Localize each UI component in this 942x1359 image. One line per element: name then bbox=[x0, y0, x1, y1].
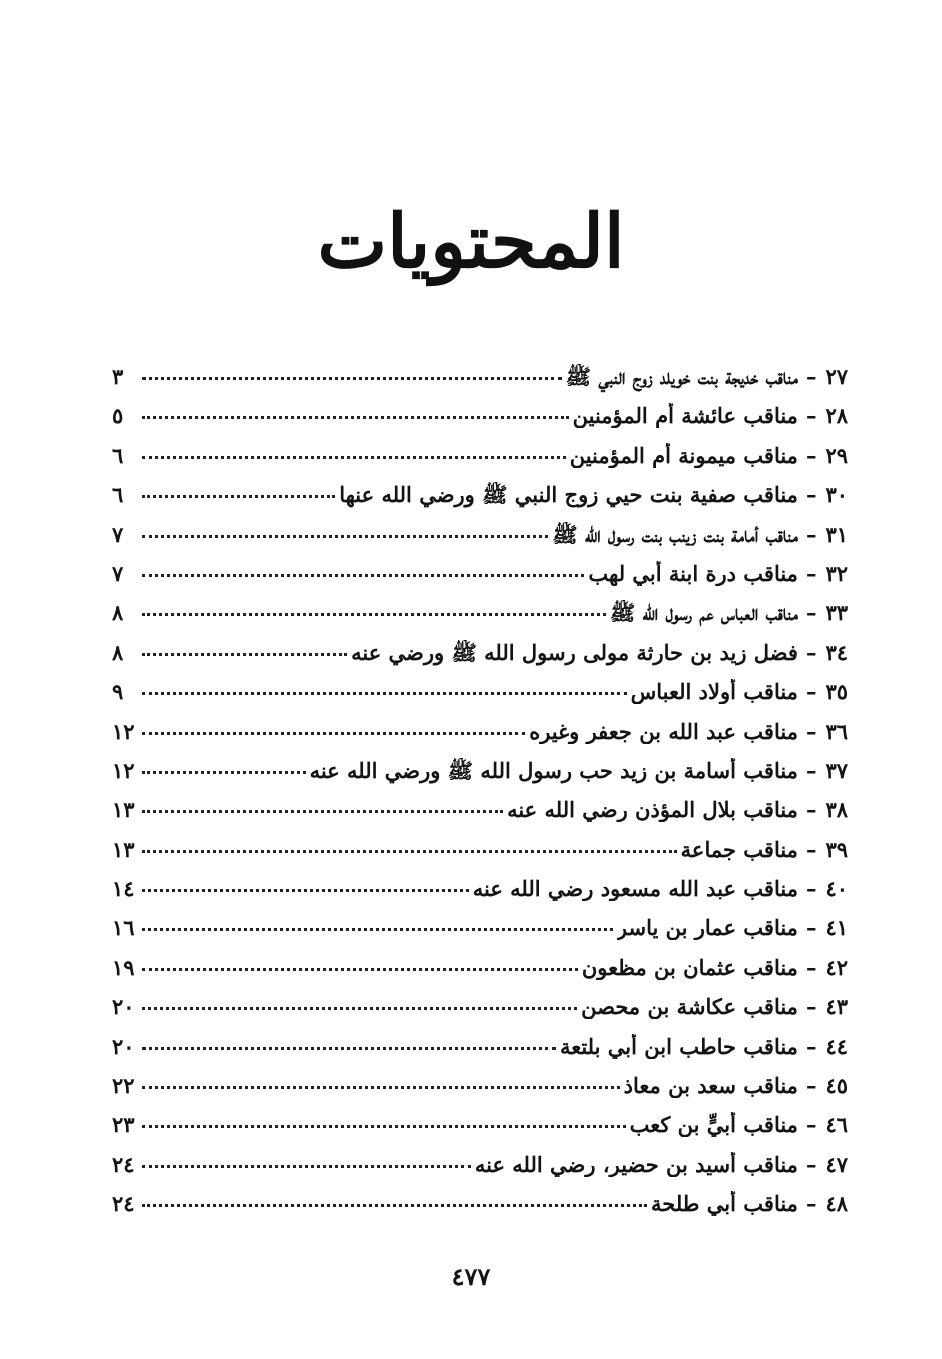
dot-leader bbox=[142, 849, 677, 853]
toc-entry-title: مناقب أمامة بنت زينب بنت رسول الله ﷺ bbox=[552, 521, 798, 547]
toc-entry bbox=[112, 1112, 848, 1151]
dot-leader bbox=[142, 1203, 647, 1207]
toc-entry-number: ٤٣ bbox=[825, 994, 848, 1020]
toc-entry-number: ٢٧ bbox=[825, 364, 848, 389]
toc-entry-title: مناقب عبد الله بن جعفر وغيره bbox=[529, 718, 798, 744]
toc-entry-number: ٤٨ bbox=[825, 1191, 848, 1217]
toc-entry-page: ١٣ bbox=[112, 797, 135, 823]
toc-entry-dash: – bbox=[805, 1151, 817, 1177]
toc-entry-title: مناقب صفية بنت حيي زوج النبي ﷺ ورضي الله عنها bbox=[339, 482, 798, 508]
dot-leader bbox=[142, 652, 347, 656]
toc-entry bbox=[112, 443, 848, 482]
dot-leader bbox=[142, 376, 562, 380]
dot-leader bbox=[142, 1085, 620, 1089]
toc-entry-page: ٧ bbox=[112, 521, 124, 547]
dot-leader bbox=[142, 888, 469, 892]
toc-entry-number: ٤٠ bbox=[825, 876, 848, 902]
toc-entry-dash: – bbox=[805, 797, 817, 823]
toc-entry bbox=[112, 876, 848, 915]
toc-entry bbox=[112, 1191, 848, 1230]
dot-leader bbox=[142, 770, 306, 774]
dot-leader bbox=[142, 534, 548, 538]
toc-entry-title: مناقب عمار بن ياسر bbox=[616, 915, 798, 941]
toc-entry-dash: – bbox=[805, 482, 817, 508]
dot-leader bbox=[142, 1124, 626, 1128]
toc-entry-title: مناقب أولاد العباس bbox=[630, 679, 798, 705]
toc-entry bbox=[112, 640, 848, 679]
toc-entry-title: مناقب سعد بن معاذ bbox=[623, 1073, 798, 1099]
toc-entry-page: ١٦ bbox=[112, 915, 135, 941]
toc-entry-page: ٢٢ bbox=[112, 1073, 135, 1099]
toc-entry-number: ٣٣ bbox=[825, 600, 848, 626]
toc-entry-title: مناقب العباس عم رسول الله ﷺ bbox=[609, 600, 798, 626]
toc-entry-dash: – bbox=[805, 521, 817, 547]
toc-entry-title: مناقب عبد الله مسعود رضي الله عنه bbox=[472, 876, 798, 902]
toc-entry-dash: – bbox=[805, 954, 817, 980]
dot-leader bbox=[142, 573, 584, 577]
dot-leader bbox=[142, 731, 525, 735]
toc-entry-page: ٩ bbox=[112, 679, 124, 705]
toc-entry-dash: – bbox=[805, 836, 817, 862]
toc-entry-title: مناقب ميمونة أم المؤمنين bbox=[569, 442, 798, 468]
toc-entry-page: ٨ bbox=[112, 639, 124, 665]
toc-entry-number: ٢٨ bbox=[825, 403, 848, 429]
toc-entry-number: ٤٤ bbox=[825, 1033, 848, 1059]
toc-entry bbox=[112, 600, 848, 639]
toc-entry-page: ١٤ bbox=[112, 876, 135, 902]
toc-entry-number: ٣٦ bbox=[825, 718, 848, 744]
toc-entry-number: ٤٧ bbox=[825, 1151, 848, 1177]
toc-entry-title: مناقب درة ابنة أبي لهب bbox=[588, 560, 798, 586]
toc-entry-page: ٢٤ bbox=[112, 1191, 135, 1217]
toc-entry-number: ٢٩ bbox=[825, 442, 848, 468]
toc-entry bbox=[112, 955, 848, 994]
toc-entry-title: مناقب أسامة بن زيد حب رسول الله ﷺ ورضي الله عنه bbox=[309, 757, 798, 783]
toc-entry-number: ٤٢ bbox=[825, 954, 848, 980]
dot-leader bbox=[142, 967, 578, 971]
toc-entry-title: مناقب أبي طلحة bbox=[651, 1191, 798, 1217]
toc-entry-page: ٢٤ bbox=[112, 1151, 135, 1177]
dot-leader bbox=[142, 1046, 556, 1050]
toc-entry-title: مناقب جماعة bbox=[680, 836, 798, 862]
toc-entry-title: مناقب عكاشة بن محصن bbox=[581, 994, 798, 1020]
toc-entry-dash: – bbox=[805, 560, 817, 586]
toc-entry-title: مناقب حاطب ابن أبي بلتعة bbox=[559, 1033, 798, 1059]
toc-entry-dash: – bbox=[805, 1112, 817, 1138]
toc-entry-number: ٤٥ bbox=[825, 1073, 848, 1099]
toc-entry-page: ٦ bbox=[112, 442, 124, 468]
toc-entry bbox=[112, 403, 848, 442]
toc-entry-dash: – bbox=[805, 994, 817, 1020]
page-number: ٤٧٧ bbox=[451, 1262, 491, 1291]
toc-entry bbox=[112, 994, 848, 1033]
toc-entry-dash: – bbox=[805, 1073, 817, 1099]
toc-entry-number: ٤٦ bbox=[825, 1112, 848, 1138]
toc-entry-number: ٣٠ bbox=[825, 482, 848, 508]
toc-entry-number: ٣٢ bbox=[825, 560, 848, 586]
toc-entry-dash: – bbox=[805, 1191, 817, 1217]
toc-entry-page: ١٢ bbox=[112, 757, 135, 783]
toc-entry bbox=[112, 719, 848, 758]
toc-entry-dash: – bbox=[805, 403, 817, 429]
toc-entry-title: مناقب خديجة بنت خويلد زوج النبي ﷺ bbox=[565, 364, 798, 389]
toc-entry-page: ٦ bbox=[112, 482, 124, 508]
toc-entry bbox=[112, 522, 848, 561]
toc-entry bbox=[112, 364, 848, 403]
dot-leader bbox=[142, 494, 335, 498]
toc-entry-dash: – bbox=[805, 679, 817, 705]
dot-leader bbox=[142, 691, 627, 695]
toc-entry-page: ٣ bbox=[112, 364, 124, 389]
toc-entry-title: مناقب أسيد بن حضير، رضي الله عنه bbox=[474, 1151, 798, 1177]
toc-entry bbox=[112, 482, 848, 521]
toc-entry-dash: – bbox=[805, 915, 817, 941]
toc-entry-number: ٣١ bbox=[825, 521, 848, 547]
toc-entry-number: ٤١ bbox=[825, 915, 848, 941]
toc-entry bbox=[112, 1152, 848, 1191]
toc-entry-dash: – bbox=[805, 876, 817, 902]
dot-leader bbox=[142, 612, 606, 616]
toc-entry-page: ٨ bbox=[112, 600, 124, 626]
toc-entry-number: ٣٩ bbox=[825, 836, 848, 862]
toc-entry-number: ٣٥ bbox=[825, 679, 848, 705]
dot-leader bbox=[142, 927, 613, 931]
toc-entry bbox=[112, 1073, 848, 1112]
toc-entry bbox=[112, 1034, 848, 1073]
toc-entry-dash: – bbox=[805, 600, 817, 626]
toc-entry-dash: – bbox=[805, 639, 817, 665]
toc-entry-title: مناقب أُبيٍّ بن كعب bbox=[629, 1112, 798, 1138]
toc-entry-dash: – bbox=[805, 718, 817, 744]
toc-entry-page: ٢٠ bbox=[112, 994, 135, 1020]
toc-entry-title: مناقب عائشة أم المؤمنين bbox=[572, 403, 798, 429]
toc-entry-title: مناقب عثمان بن مظعون bbox=[581, 954, 798, 980]
toc-entry bbox=[112, 797, 848, 836]
toc-entry bbox=[112, 915, 848, 954]
toc-entry bbox=[112, 758, 848, 797]
dot-leader bbox=[142, 1006, 577, 1010]
toc-entry-number: ٣٧ bbox=[825, 757, 848, 783]
toc-entry-page: ٢٠ bbox=[112, 1033, 135, 1059]
toc-entry bbox=[112, 837, 848, 876]
toc-entry bbox=[112, 679, 848, 718]
dot-leader bbox=[142, 415, 569, 419]
toc-entry-dash: – bbox=[805, 1033, 817, 1059]
toc-entry-page: ٧ bbox=[112, 560, 124, 586]
table-of-contents bbox=[112, 364, 848, 1231]
dot-leader bbox=[142, 455, 566, 459]
toc-entry-number: ٣٤ bbox=[825, 639, 848, 665]
toc-entry-page: ٢٣ bbox=[112, 1112, 135, 1138]
toc-entry-dash: – bbox=[805, 757, 817, 783]
toc-entry-number: ٣٨ bbox=[825, 797, 848, 823]
toc-entry-title: مناقب بلال المؤذن رضي الله عنه bbox=[507, 797, 798, 823]
toc-entry-page: ١٢ bbox=[112, 718, 135, 744]
page-title: المحتويات bbox=[317, 199, 625, 285]
toc-entry bbox=[112, 561, 848, 600]
toc-entry-page: ٥ bbox=[112, 403, 124, 429]
toc-entry-dash: – bbox=[805, 364, 817, 389]
toc-entry-title: فضل زيد بن حارثة مولى رسول الله ﷺ ورضي عنه bbox=[351, 639, 798, 665]
dot-leader bbox=[142, 1164, 471, 1168]
dot-leader bbox=[142, 809, 503, 813]
toc-entry-page: ١٣ bbox=[112, 836, 135, 862]
toc-entry-dash: – bbox=[805, 442, 817, 468]
toc-entry-page: ١٩ bbox=[112, 954, 135, 980]
